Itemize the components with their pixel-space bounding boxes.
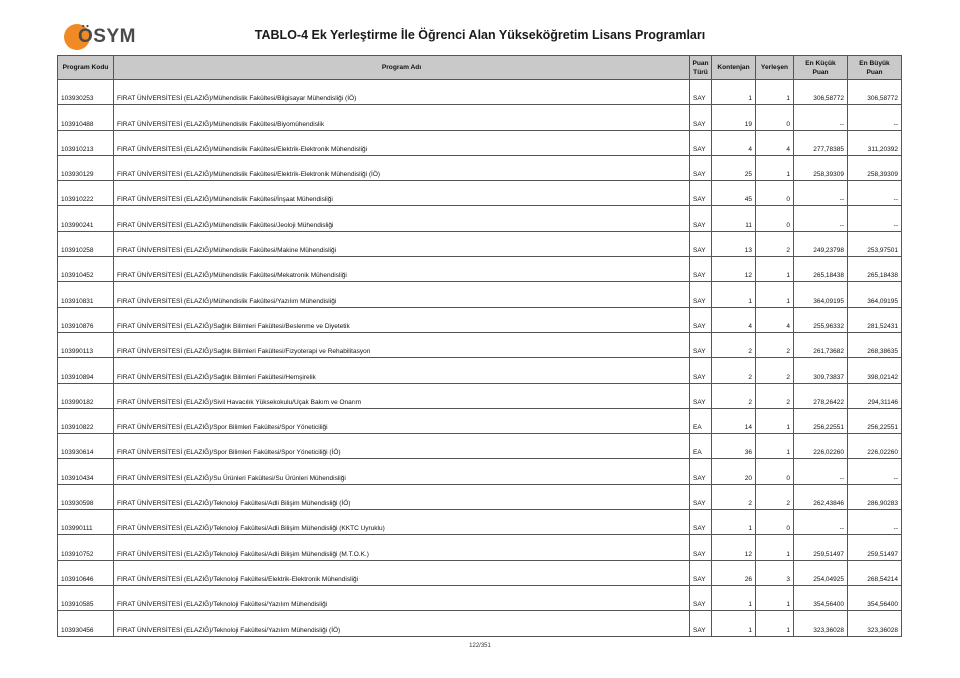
cell-placed: 2 xyxy=(756,383,794,408)
cell-quota: 1 xyxy=(712,585,756,610)
cell-max-score: 265,18438 xyxy=(848,257,902,282)
cell-program-name: FIRAT ÜNİVERSİTESİ (ELAZIĞ)/Sağlık Bilimleri Fakültesi/Hemşirelik xyxy=(114,358,690,383)
table-row xyxy=(58,535,902,560)
page-number: 122/351 xyxy=(469,643,491,649)
table-row xyxy=(58,307,902,332)
cell-quota: 2 xyxy=(712,332,756,357)
cell-max-score: 268,54214 xyxy=(848,560,902,585)
cell-quota: 14 xyxy=(712,408,756,433)
cell-placed: 1 xyxy=(756,535,794,560)
table-row xyxy=(58,257,902,282)
cell-score-type: EA xyxy=(690,408,712,433)
cell-quota: 2 xyxy=(712,383,756,408)
cell-program-name: FIRAT ÜNİVERSİTESİ (ELAZIĞ)/Teknoloji Fakültesi/Adli Bilişim Mühendisliği (M.T.O.K.) xyxy=(114,535,690,560)
cell-placed: 2 xyxy=(756,231,794,256)
cell-placed: 2 xyxy=(756,332,794,357)
table-row xyxy=(58,484,902,509)
cell-score-type: SAY xyxy=(690,585,712,610)
cell-quota: 1 xyxy=(712,611,756,636)
cell-program-code: 103910488 xyxy=(58,105,114,130)
cell-quota: 12 xyxy=(712,535,756,560)
cell-quota: 26 xyxy=(712,560,756,585)
cell-quota: 11 xyxy=(712,206,756,231)
cell-program-code: 103930598 xyxy=(58,484,114,509)
cell-quota: 25 xyxy=(712,155,756,180)
cell-min-score: 364,09195 xyxy=(794,282,848,307)
cell-min-score: 277,78385 xyxy=(794,130,848,155)
cell-program-name: FIRAT ÜNİVERSİTESİ (ELAZIĞ)/Teknoloji Fakültesi/Elektrik-Elektronik Mühendisliği xyxy=(114,560,690,585)
cell-min-score: 354,56400 xyxy=(794,585,848,610)
cell-score-type: SAY xyxy=(690,611,712,636)
cell-placed: 0 xyxy=(756,459,794,484)
cell-program-code: 103910831 xyxy=(58,282,114,307)
table-row xyxy=(58,434,902,459)
cell-max-score: -- xyxy=(848,206,902,231)
cell-score-type: SAY xyxy=(690,155,712,180)
col-header-max-line1: En Büyük xyxy=(859,59,890,67)
table-row xyxy=(58,282,902,307)
cell-program-code: 103930614 xyxy=(58,434,114,459)
cell-max-score: 259,51497 xyxy=(848,535,902,560)
cell-program-name: FIRAT ÜNİVERSİTESİ (ELAZIĞ)/Teknoloji Fakültesi/Yazılım Mühendisliği (İÖ) xyxy=(114,611,690,636)
cell-quota: 19 xyxy=(712,105,756,130)
cell-score-type: SAY xyxy=(690,383,712,408)
cell-max-score: 311,20392 xyxy=(848,130,902,155)
cell-program-name: FIRAT ÜNİVERSİTESİ (ELAZIĞ)/Teknoloji Fakültesi/Yazılım Mühendisliği xyxy=(114,585,690,610)
cell-program-code: 103990111 xyxy=(58,510,114,535)
cell-program-name: FIRAT ÜNİVERSİTESİ (ELAZIĞ)/Mühendislik Fakültesi/Biyomühendislik xyxy=(114,105,690,130)
cell-min-score: 265,18438 xyxy=(794,257,848,282)
table-body xyxy=(58,80,902,637)
cell-score-type: SAY xyxy=(690,560,712,585)
cell-placed: 1 xyxy=(756,611,794,636)
cell-program-code: 103910894 xyxy=(58,358,114,383)
cell-min-score: -- xyxy=(794,206,848,231)
table-row xyxy=(58,130,902,155)
cell-score-type: SAY xyxy=(690,80,712,105)
col-header-min-line1: En Küçük xyxy=(805,59,836,67)
page-title: TABLO-4 Ek Yerleştirme İle Öğrenci Alan Yükseköğretim Lisans Programları xyxy=(254,28,706,42)
table-row xyxy=(58,383,902,408)
col-header-type-line1: Puan xyxy=(692,59,709,67)
cell-min-score: 309,73837 xyxy=(794,358,848,383)
cell-placed: 1 xyxy=(756,282,794,307)
cell-quota: 20 xyxy=(712,459,756,484)
cell-placed: 1 xyxy=(756,434,794,459)
cell-placed: 1 xyxy=(756,585,794,610)
osym-logo-text: ÖSYM xyxy=(78,26,136,47)
cell-min-score: 278,26422 xyxy=(794,383,848,408)
cell-score-type: SAY xyxy=(690,231,712,256)
cell-placed: 0 xyxy=(756,510,794,535)
cell-score-type: SAY xyxy=(690,206,712,231)
table-row xyxy=(58,231,902,256)
cell-quota: 36 xyxy=(712,434,756,459)
cell-quota: 1 xyxy=(712,282,756,307)
col-header-max-line2: Puan xyxy=(866,68,883,76)
col-header-placed: Yerleşen xyxy=(756,56,794,80)
cell-placed: 2 xyxy=(756,358,794,383)
cell-quota: 45 xyxy=(712,181,756,206)
cell-min-score: 258,39309 xyxy=(794,155,848,180)
table-row xyxy=(58,510,902,535)
cell-program-code: 103990182 xyxy=(58,383,114,408)
col-header-min-line2: Puan xyxy=(812,68,829,76)
table-row xyxy=(58,105,902,130)
cell-min-score: -- xyxy=(794,181,848,206)
cell-score-type: SAY xyxy=(690,105,712,130)
cell-score-type: SAY xyxy=(690,332,712,357)
cell-min-score: -- xyxy=(794,510,848,535)
cell-quota: 12 xyxy=(712,257,756,282)
cell-min-score: 254,04925 xyxy=(794,560,848,585)
cell-placed: 0 xyxy=(756,105,794,130)
cell-score-type: SAY xyxy=(690,358,712,383)
cell-program-code: 103930456 xyxy=(58,611,114,636)
cell-program-name: FIRAT ÜNİVERSİTESİ (ELAZIĞ)/Teknoloji Fakültesi/Adli Bilişim Mühendisliği (KKTC Uyruklu) xyxy=(114,510,690,535)
cell-min-score: 226,02260 xyxy=(794,434,848,459)
cell-score-type: SAY xyxy=(690,459,712,484)
cell-placed: 1 xyxy=(756,80,794,105)
cell-score-type: SAY xyxy=(690,130,712,155)
cell-program-name: FIRAT ÜNİVERSİTESİ (ELAZIĞ)/Mühendislik Fakültesi/Mekatronik Mühendisliği xyxy=(114,257,690,282)
cell-program-name: FIRAT ÜNİVERSİTESİ (ELAZIĞ)/Spor Bilimleri Fakültesi/Spor Yöneticiliği xyxy=(114,408,690,433)
cell-program-code: 103910213 xyxy=(58,130,114,155)
cell-placed: 0 xyxy=(756,181,794,206)
cell-max-score: -- xyxy=(848,510,902,535)
cell-min-score: -- xyxy=(794,105,848,130)
table-row xyxy=(58,181,902,206)
col-header-max xyxy=(848,56,902,80)
cell-score-type: SAY xyxy=(690,535,712,560)
cell-quota: 2 xyxy=(712,484,756,509)
cell-max-score: 398,02142 xyxy=(848,358,902,383)
cell-max-score: 306,58772 xyxy=(848,80,902,105)
cell-min-score: 323,36028 xyxy=(794,611,848,636)
cell-max-score: 354,56400 xyxy=(848,585,902,610)
cell-placed: 1 xyxy=(756,155,794,180)
cell-max-score: -- xyxy=(848,105,902,130)
cell-max-score: 253,97501 xyxy=(848,231,902,256)
cell-quota: 4 xyxy=(712,307,756,332)
cell-program-name: FIRAT ÜNİVERSİTESİ (ELAZIĞ)/Sivil Havacılık Yüksekokulu/Uçak Bakım ve Onarım xyxy=(114,383,690,408)
cell-max-score: 256,22551 xyxy=(848,408,902,433)
cell-max-score: 294,31146 xyxy=(848,383,902,408)
table-row xyxy=(58,585,902,610)
cell-min-score: 255,96332 xyxy=(794,307,848,332)
cell-score-type: SAY xyxy=(690,181,712,206)
cell-max-score: 281,52431 xyxy=(848,307,902,332)
cell-score-type: SAY xyxy=(690,282,712,307)
cell-placed: 3 xyxy=(756,560,794,585)
cell-program-code: 103910876 xyxy=(58,307,114,332)
cell-quota: 2 xyxy=(712,358,756,383)
cell-placed: 4 xyxy=(756,307,794,332)
cell-max-score: -- xyxy=(848,181,902,206)
col-header-min xyxy=(794,56,848,80)
cell-max-score: 226,02260 xyxy=(848,434,902,459)
table-row xyxy=(58,459,902,484)
cell-quota: 1 xyxy=(712,80,756,105)
cell-program-name: FIRAT ÜNİVERSİTESİ (ELAZIĞ)/Mühendislik Fakültesi/Bilgisayar Mühendisliği (İÖ) xyxy=(114,80,690,105)
table-row xyxy=(58,408,902,433)
cell-program-code: 103990241 xyxy=(58,206,114,231)
cell-program-name: FIRAT ÜNİVERSİTESİ (ELAZIĞ)/Mühendislik Fakültesi/Elektrik-Elektronik Mühendisliği xyxy=(114,130,690,155)
table-row xyxy=(58,358,902,383)
cell-program-code: 103910822 xyxy=(58,408,114,433)
programs-table xyxy=(57,55,902,637)
cell-min-score: 306,58772 xyxy=(794,80,848,105)
cell-min-score: 259,51497 xyxy=(794,535,848,560)
cell-program-code: 103990113 xyxy=(58,332,114,357)
cell-min-score: 262,43846 xyxy=(794,484,848,509)
cell-placed: 1 xyxy=(756,408,794,433)
cell-program-code: 103910258 xyxy=(58,231,114,256)
cell-program-code: 103910646 xyxy=(58,560,114,585)
cell-program-name: FIRAT ÜNİVERSİTESİ (ELAZIĞ)/Sağlık Bilimleri Fakültesi/Fizyoterapi ve Rehabilitasyon xyxy=(114,332,690,357)
col-header-name: Program Adı xyxy=(114,56,690,80)
cell-program-code: 103910452 xyxy=(58,257,114,282)
table-row xyxy=(58,80,902,105)
cell-score-type: SAY xyxy=(690,257,712,282)
cell-quota: 1 xyxy=(712,510,756,535)
cell-score-type: SAY xyxy=(690,510,712,535)
cell-program-code: 103930253 xyxy=(58,80,114,105)
cell-program-code: 103910222 xyxy=(58,181,114,206)
cell-max-score: 268,38635 xyxy=(848,332,902,357)
cell-placed: 1 xyxy=(756,257,794,282)
cell-min-score: -- xyxy=(794,459,848,484)
table-row xyxy=(58,155,902,180)
cell-program-name: FIRAT ÜNİVERSİTESİ (ELAZIĞ)/Teknoloji Fakültesi/Adli Bilişim Mühendisliği (İÖ) xyxy=(114,484,690,509)
cell-program-code: 103910434 xyxy=(58,459,114,484)
col-header-type-line2: Türü xyxy=(693,68,708,76)
table-row xyxy=(58,560,902,585)
table-row xyxy=(58,206,902,231)
cell-max-score: 258,39309 xyxy=(848,155,902,180)
cell-placed: 2 xyxy=(756,484,794,509)
cell-max-score: -- xyxy=(848,459,902,484)
cell-score-type: SAY xyxy=(690,484,712,509)
cell-quota: 13 xyxy=(712,231,756,256)
col-header-quota: Kontenjan xyxy=(712,56,756,80)
cell-min-score: 256,22551 xyxy=(794,408,848,433)
table-header xyxy=(58,56,902,80)
cell-program-name: FIRAT ÜNİVERSİTESİ (ELAZIĞ)/Mühendislik Fakültesi/Yazılım Mühendisliği xyxy=(114,282,690,307)
col-header-code: Program Kodu xyxy=(58,56,114,80)
cell-placed: 4 xyxy=(756,130,794,155)
cell-max-score: 286,90283 xyxy=(848,484,902,509)
cell-max-score: 323,36028 xyxy=(848,611,902,636)
cell-program-name: FIRAT ÜNİVERSİTESİ (ELAZIĞ)/Mühendislik Fakültesi/Jeoloji Mühendisliği xyxy=(114,206,690,231)
cell-program-code: 103910585 xyxy=(58,585,114,610)
cell-program-name: FIRAT ÜNİVERSİTESİ (ELAZIĞ)/Spor Bilimleri Fakültesi/Spor Yöneticiliği (İÖ) xyxy=(114,434,690,459)
cell-program-name: FIRAT ÜNİVERSİTESİ (ELAZIĞ)/Mühendislik Fakültesi/İnşaat Mühendisliği xyxy=(114,181,690,206)
cell-max-score: 364,09195 xyxy=(848,282,902,307)
cell-program-name: FIRAT ÜNİVERSİTESİ (ELAZIĞ)/Su Ürünleri Fakültesi/Su Ürünleri Mühendisliği xyxy=(114,459,690,484)
cell-program-name: FIRAT ÜNİVERSİTESİ (ELAZIĞ)/Sağlık Bilimleri Fakültesi/Beslenme ve Diyetetik xyxy=(114,307,690,332)
col-header-type xyxy=(690,56,712,80)
cell-min-score: 261,73682 xyxy=(794,332,848,357)
cell-program-name: FIRAT ÜNİVERSİTESİ (ELAZIĞ)/Mühendislik Fakültesi/Makine Mühendisliği xyxy=(114,231,690,256)
cell-program-code: 103910752 xyxy=(58,535,114,560)
cell-program-name: FIRAT ÜNİVERSİTESİ (ELAZIĞ)/Mühendislik Fakültesi/Elektrik-Elektronik Mühendisliği (İÖ) xyxy=(114,155,690,180)
cell-score-type: EA xyxy=(690,434,712,459)
table-row xyxy=(58,332,902,357)
cell-score-type: SAY xyxy=(690,307,712,332)
cell-min-score: 249,23798 xyxy=(794,231,848,256)
cell-placed: 0 xyxy=(756,206,794,231)
cell-program-code: 103930129 xyxy=(58,155,114,180)
cell-quota: 4 xyxy=(712,130,756,155)
table-row xyxy=(58,611,902,636)
